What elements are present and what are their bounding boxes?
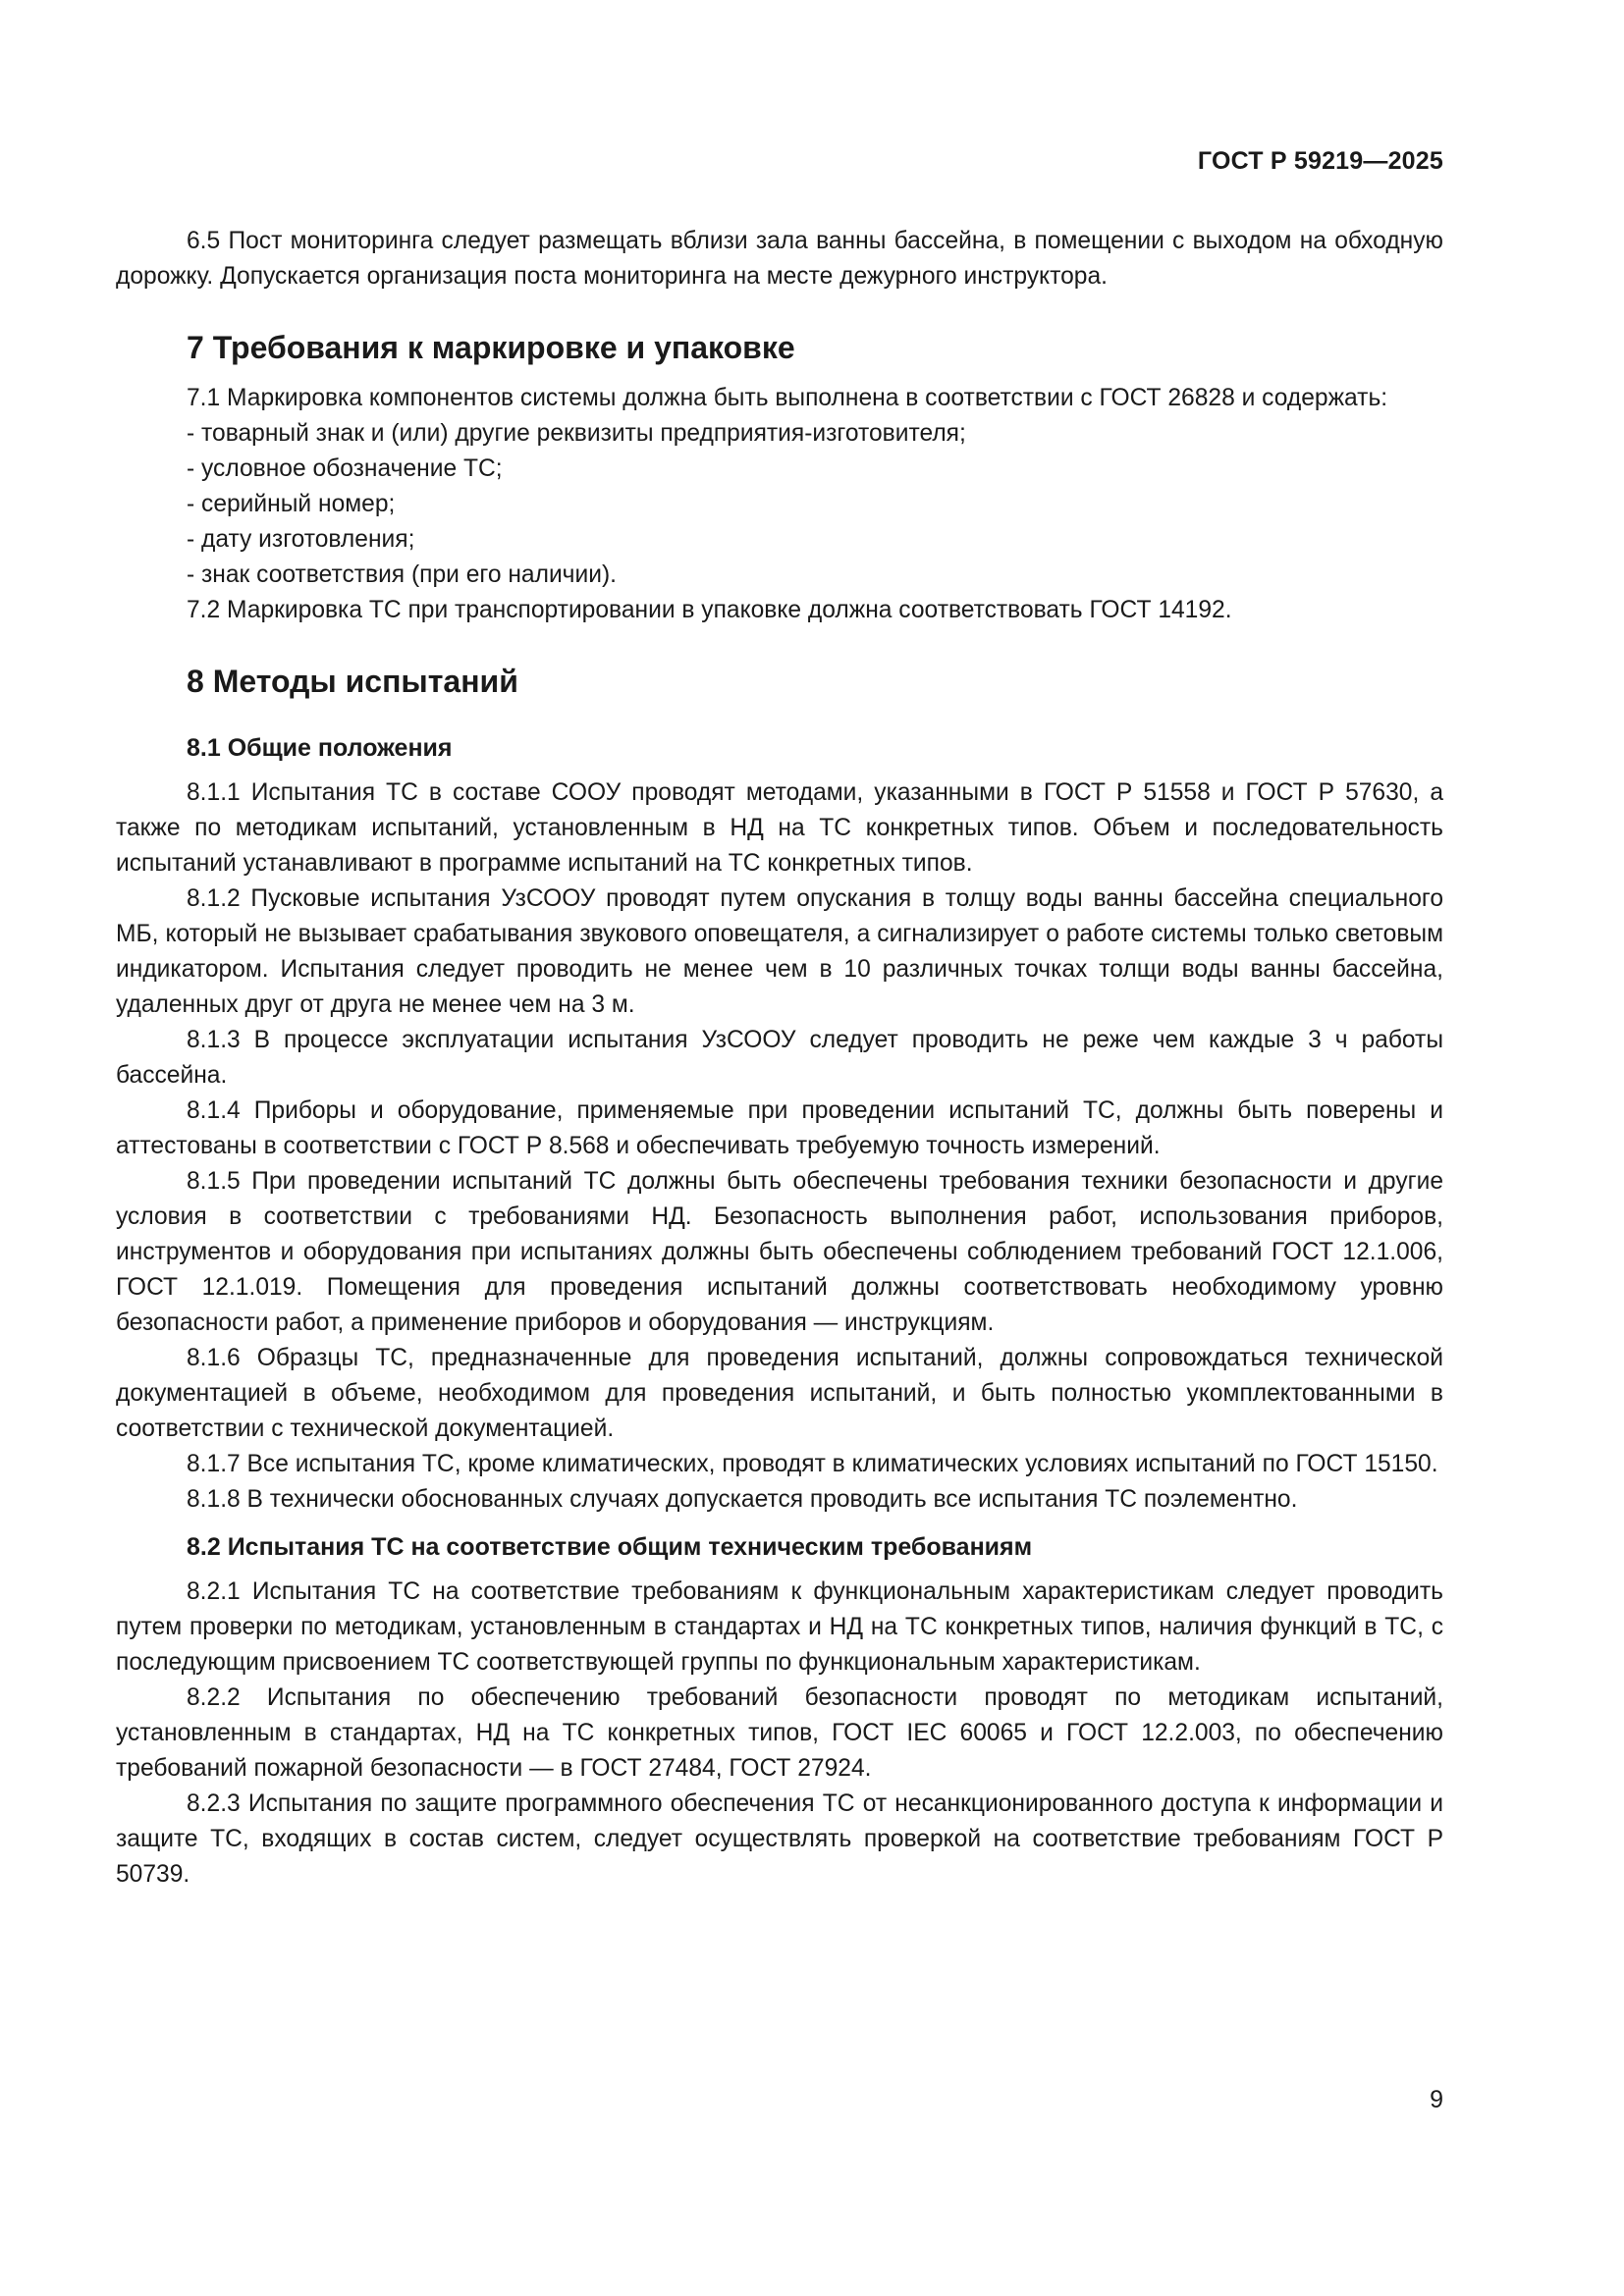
paragraph-8-2-1: 8.2.1 Испытания ТС на соответствие требованиям к функциональным характеристикам следует проводить путем проверки по методикам, установленным в стандартах и НД на ТС конкретных типов, наличия функций в ТС, с последующим присвоением ТС соответствующей группы по функциональным характеристикам. xyxy=(116,1578,1443,1676)
list-item: - товарный знак и (или) другие реквизиты предприятия-изготовителя; xyxy=(187,420,966,447)
paragraph-8-1-4: 8.1.4 Приборы и оборудование, применяемые при проведении испытаний ТС, должны быть поверены и аттестованы в соответствии с ГОСТ Р 8.568 и обеспечивать требуемую точность измерений. xyxy=(116,1097,1443,1159)
paragraph-8-1-1: 8.1.1 Испытания ТС в составе СООУ проводят методами, указанными в ГОСТ Р 51558 и ГОСТ Р 57630, а также по методикам испытаний, установленным в НД на ТС конкретных типов. Объем и последовательность испытаний устанавливают в программе испытаний на ТС конкретных типов. xyxy=(116,779,1443,877)
paragraph-7-2: 7.2 Маркировка ТС при транспортировании в упаковке должна соответствовать ГОСТ 14192. xyxy=(187,597,1232,623)
paragraph-8-1-2: 8.1.2 Пусковые испытания УзСООУ проводят путем опускания в толщу воды ванны бассейна специального МБ, который не вызывает срабатывания звукового оповещателя, а сигнализирует о работе системы только световым индикатором. Испытания следует проводить не менее чем в 10 различных точках толщи воды ванны бассейна, удаленных друг от друга не менее чем на 3 м. xyxy=(116,885,1443,1018)
list-item: - знак соответствия (при его наличии). xyxy=(187,561,617,588)
paragraph-6-5: 6.5 Пост мониторинга следует размещать вблизи зала ванны бассейна, в помещении с выходом на обходную дорожку. Допускается организация поста мониторинга на месте дежурного инструктора. xyxy=(116,228,1443,290)
paragraph-8-2-3: 8.2.3 Испытания по защите программного обеспечения ТС от несанкционированного доступа к информации и защите ТС, входящих в состав систем, следует осуществлять проверкой на соответствие требованиям ГОСТ Р 50739. xyxy=(116,1790,1443,1888)
section-heading-7: 7 Требования к маркировке и упаковке xyxy=(187,330,795,365)
paragraph-8-1-3: 8.1.3 В процессе эксплуатации испытания УзСООУ следует проводить не реже чем каждые 3 ч работы бассейна. xyxy=(116,1027,1443,1089)
document-header: ГОСТ Р 59219—2025 xyxy=(1197,147,1443,175)
document-body xyxy=(116,224,1443,1893)
subsection-heading-8-2: 8.2 Испытания ТС на соответствие общим техническим требованиям xyxy=(187,1533,1033,1561)
section-heading-8: 8 Методы испытаний xyxy=(187,664,518,699)
paragraph-8-2-2: 8.2.2 Испытания по обеспечению требований безопасности проводят по методикам испытаний, установленным в стандартах, НД на ТС конкретных типов, ГОСТ IEC 60065 и ГОСТ 12.2.003, по обеспечению требований пожарной безопасности — в ГОСТ 27484, ГОСТ 27924. xyxy=(116,1684,1443,1782)
subsection-heading-8-1: 8.1 Общие положения xyxy=(187,734,453,762)
page-number: 9 xyxy=(1430,2086,1443,2113)
paragraph-8-1-6: 8.1.6 Образцы ТС, предназначенные для проведения испытаний, должны сопровождаться технической документацией в объеме, необходимом для проведения испытаний, и быть полностью укомплектованными в соответствии с технической документацией. xyxy=(116,1345,1443,1442)
paragraph-8-1-5: 8.1.5 При проведении испытаний ТС должны быть обеспечены требования техники безопасности и другие условия в соответствии с требованиями НД. Безопасность выполнения работ, использования приборов, инструментов и оборудования при испытаниях должны быть обеспечены соблюдением требований ГОСТ 12.1.006, ГОСТ 12.1.019. Помещения для проведения испытаний должны соответствовать необходимому уровню безопасности работ, а применение приборов и оборудования — инструкциям. xyxy=(116,1168,1443,1336)
list-item: - условное обозначение ТС; xyxy=(187,455,503,482)
paragraph-7-1: 7.1 Маркировка компонентов системы должна быть выполнена в соответствии с ГОСТ 26828 и содержать: xyxy=(187,385,1388,411)
list-item: - дату изготовления; xyxy=(187,526,415,553)
paragraph-8-1-8: 8.1.8 В технически обоснованных случаях допускается проводить все испытания ТС поэлементно. xyxy=(187,1486,1298,1513)
list-item: - серийный номер; xyxy=(187,491,396,517)
paragraph-8-1-7: 8.1.7 Все испытания ТС, кроме климатических, проводят в климатических условиях испытаний по ГОСТ 15150. xyxy=(187,1451,1438,1477)
